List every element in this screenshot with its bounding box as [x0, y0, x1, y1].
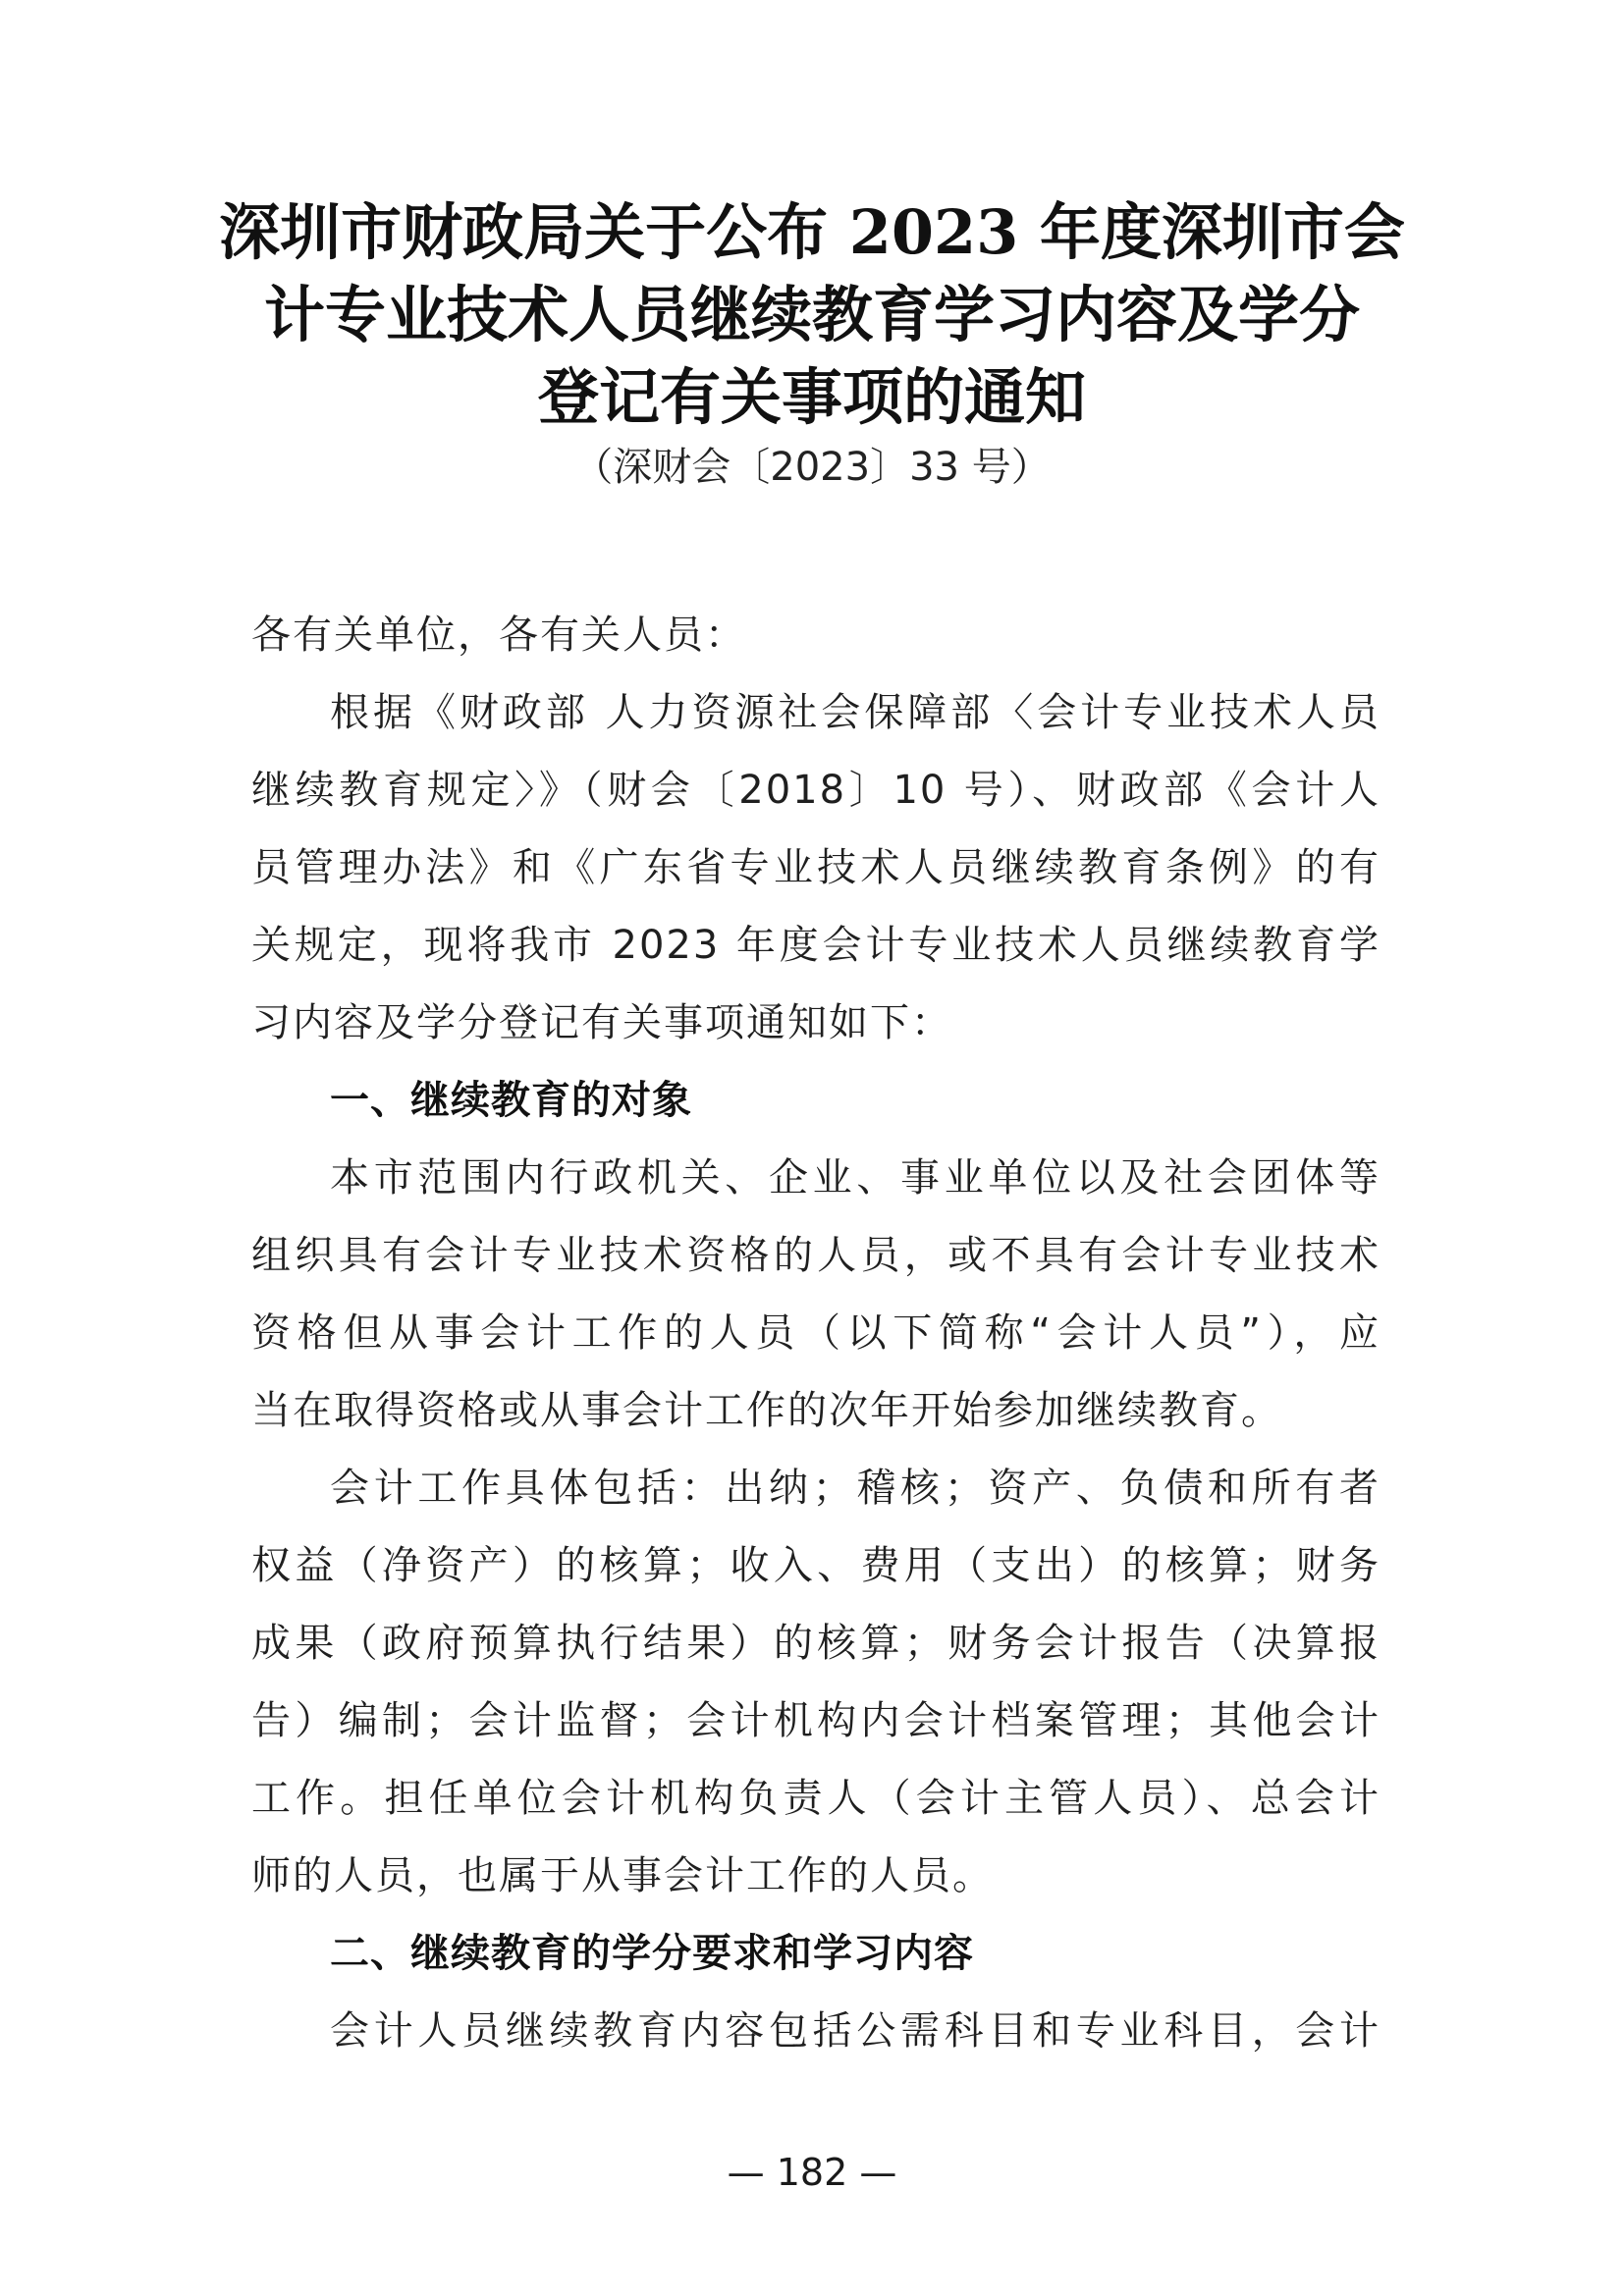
- paragraph-line: 权益（净资产）的核算；收入、费用（支出）的核算；财务: [251, 1543, 1380, 1588]
- page-number: — 182 —: [727, 2151, 897, 2194]
- title-line: 深圳市财政局关于公布 2023 年度深圳市会: [219, 196, 1405, 268]
- title-line: 登记有关事项的通知: [537, 361, 1086, 433]
- paragraph-line: 继续教育规定〉》（财会〔2018〕10 号）、财政部《会计人: [251, 768, 1380, 813]
- paragraph-line: 根据《财政部 人力资源社会保障部〈会计专业技术人员: [330, 690, 1380, 735]
- document-number: （深财会〔2023〕33 号）: [573, 445, 1051, 490]
- paragraph-line: 告）编制；会计监督；会计机构内会计档案管理；其他会计: [251, 1698, 1380, 1743]
- paragraph: [251, 1450, 1380, 1915]
- section-heading: 二、继续教育的学分要求和学习内容: [330, 1931, 974, 1976]
- paragraph-line: 本市范围内行政机关、企业、事业单位以及社会团体等: [330, 1155, 1380, 1201]
- paragraph-line: 关规定，现将我市 2023 年度会计专业技术人员继续教育学: [251, 923, 1380, 968]
- paragraph-line: 师的人员，也属于从事会计工作的人员。: [251, 1853, 994, 1898]
- title-line: 计专业技术人员继续教育学习内容及学分: [263, 279, 1360, 350]
- section-heading: 一、继续教育的对象: [330, 1078, 692, 1123]
- paragraph-line: 资格但从事会计工作的人员（以下简称“会计人员”），应: [251, 1310, 1380, 1356]
- paragraph: [251, 674, 1380, 1062]
- paragraph-line: 工作。担任单位会计机构负责人（会计主管人员）、总会计: [251, 1776, 1380, 1821]
- paragraph-line: 成果（政府预算执行结果）的核算；财务会计报告（决算报: [251, 1621, 1380, 1666]
- document-body: [251, 597, 1380, 2070]
- paragraph-line: 会计工作具体包括：出纳；稽核；资产、负债和所有者: [330, 1466, 1380, 1511]
- paragraph-line: 当在取得资格或从事会计工作的次年开始参加继续教育。: [251, 1388, 1282, 1433]
- salutation: 各有关单位，各有关人员：: [251, 613, 746, 658]
- paragraph-line: 员管理办法》和《广东省专业技术人员继续教育条例》的有: [251, 845, 1380, 890]
- document-title: [196, 191, 1428, 439]
- paragraph: [251, 1993, 1380, 2070]
- paragraph-line: 习内容及学分登记有关事项通知如下：: [251, 1000, 952, 1045]
- paragraph-line: 组织具有会计专业技术资格的人员，或不具有会计专业技术: [251, 1233, 1380, 1278]
- paragraph: [251, 1140, 1380, 1450]
- paragraph-line: 会计人员继续教育内容包括公需科目和专业科目，会计: [330, 2008, 1380, 2054]
